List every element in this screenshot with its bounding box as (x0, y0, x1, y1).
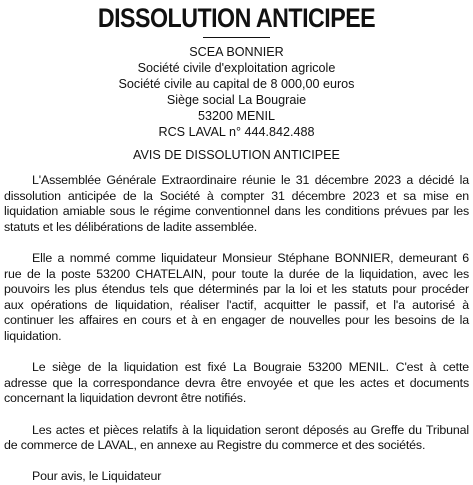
notice-title: DISSOLUTION ANTICIPEE (97, 3, 376, 33)
closing-signature: Pour avis, le Liquidateur (32, 469, 162, 484)
company-form: Société civile d'exploitation agricole (137, 61, 336, 75)
title-divider (203, 37, 270, 38)
paragraph-liquidation-seat: Le siège de la liquidation est fixé La Bougraie 53200 MENIL. C'est à cette adresse que la correspondance devra être envoyée et que les actes et documents concernant la liquidation devront être notifiés. (4, 360, 469, 406)
company-header (0, 44, 473, 140)
company-head-office: Siège social La Bougraie (166, 93, 307, 107)
company-name: SCEA BONNIER (189, 45, 284, 59)
company-postal-city: 53200 MENIL (197, 109, 275, 123)
paragraph-liquidator: Elle a nommé comme liquidateur Monsieur Stéphane BONNIER, demeurant 6 rue de la poste 53200 CHATELAIN, pour toute la durée de la liquidation, avec les pouvoirs les plus étendus tels que déterminés par la loi et les statuts pour procéder aux opérations de liquidation, réaliser l'actif, acquitter le passif, et l'a autorisé à continuer les affaires en cours et à en engager de nouvelles pour les besoins de la liquidation. (4, 250, 469, 343)
company-registration: RCS LAVAL n° 444.842.488 (158, 125, 315, 139)
paragraph-filing: Les actes et pièces relatifs à la liquidation seront déposés au Greffe du Tribunal de commerce de LAVAL, en annexe au Registre du commerce et des sociétés. (4, 422, 469, 453)
notice-subtitle: AVIS DE DISSOLUTION ANTICIPEE (133, 148, 340, 162)
paragraph-resolution: L'Assemblée Générale Extraordinaire réunie le 31 décembre 2023 a décidé la dissolution anticipée de la Société à compter 31 décembre 2023 et sa mise en liquidation amiable sous le régime conventionnel dans les conditions prévues par les statuts et les délibérations de ladite assemblée. (4, 173, 469, 234)
notice-body (4, 173, 469, 485)
company-capital: Société civile au capital de 8 000,00 euros (118, 77, 355, 91)
